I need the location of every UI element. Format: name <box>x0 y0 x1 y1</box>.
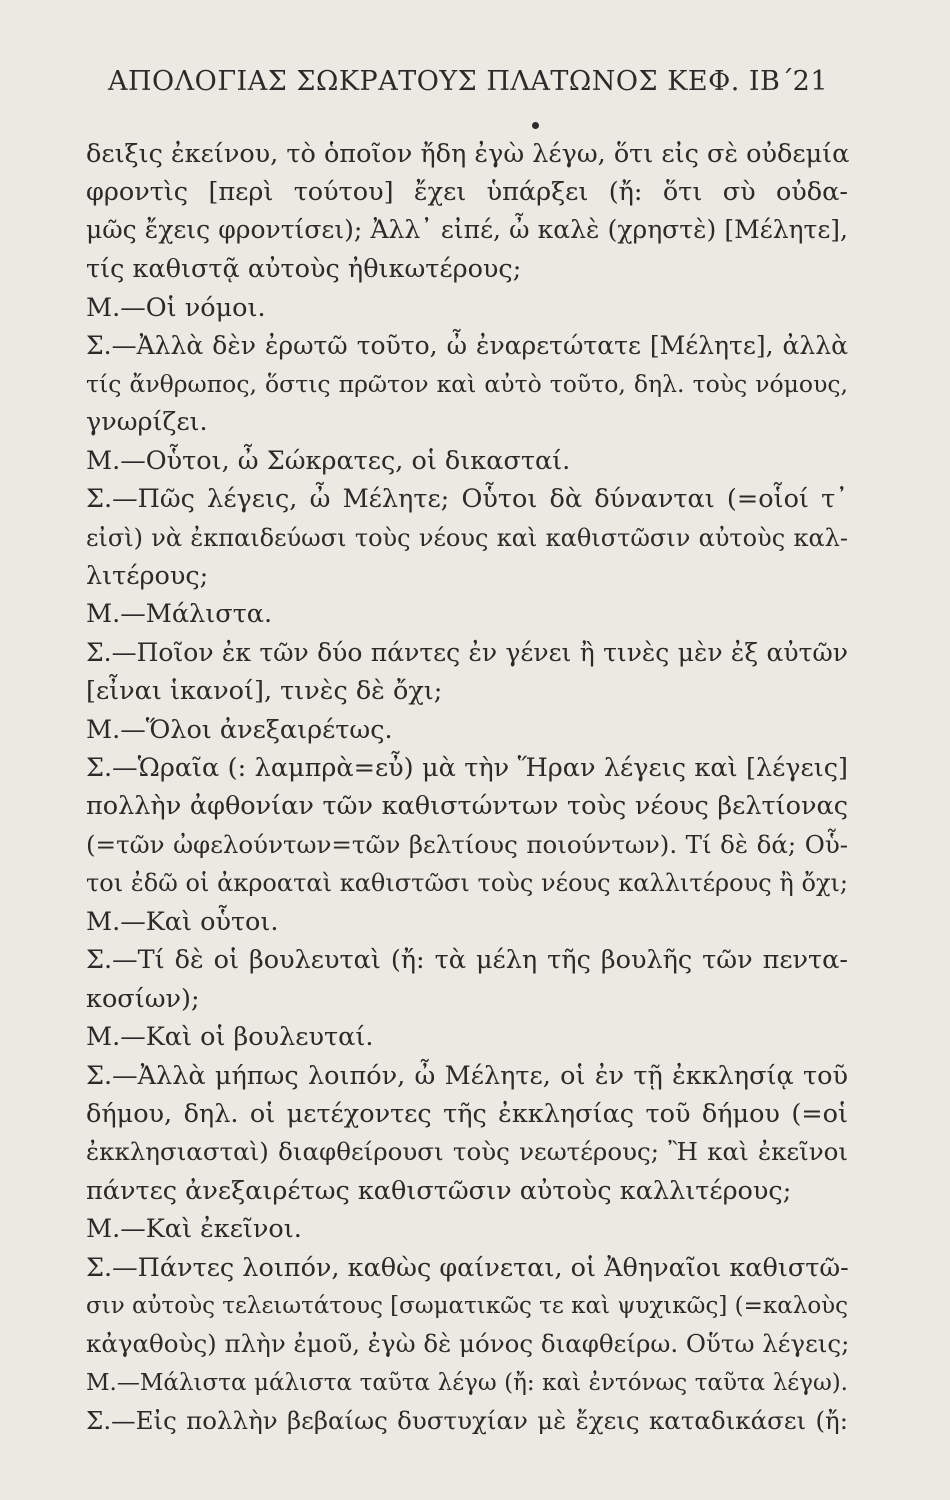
text-line: (=τῶν ὠφελούντων=τῶν βελτίους ποιούντων). Τί δὲ δά; Οὗ- <box>86 830 848 859</box>
text-line: τίς ἄνθρωπος, ὅστις πρῶτον καὶ αὐτὸ τοῦτο, δηλ. τοὺς νόμους, <box>86 370 848 398</box>
text-line: Σ.—Πάντες λοιπόν, καθὼς φαίνεται, οἱ Ἀθηναῖοι καθιστῶ- <box>86 1253 849 1283</box>
text-line: σιν αὐτοὺς τελειωτάτους [σωματικῶς τε καὶ ψυχικῶς] (=καλοὺς <box>86 1293 849 1319</box>
text-line: γνωρίζει. <box>86 407 208 437</box>
header-title: ΑΠΟΛΟΓΙΑΣ ΣΩΚΡΑΤΟΥΣ ΠΛΑΤΩΝΟΣ ΚΕΦ. ΙΒ΄ <box>108 66 795 97</box>
text-line: [εἶναι ἱκανοί], τινὲς δὲ ὄχι; <box>86 676 443 706</box>
text-line: κοσίων); <box>86 984 200 1014</box>
text-line: Μ.—Ὅλοι ἀνεξαιρέτως. <box>86 715 393 745</box>
text-line: πάντες ἀνεξαιρέτως καθιστῶσιν αὐτοὺς καλλιτέρους; <box>86 1176 792 1206</box>
text-line: Μ.—Μάλιστα. <box>86 599 273 629</box>
printer-dot <box>532 122 539 129</box>
text-line: Μ.—Οἱ νόμοι. <box>86 293 266 323</box>
text-line: Σ.—Ὡραῖα (: λαμπρὰ=εὖ) μὰ τὴν Ἥραν λέγεις καὶ [λέγεις] <box>86 753 848 783</box>
text-line: λιτέρους; <box>86 561 209 591</box>
text-line: πολλὴν ἀφθονίαν τῶν καθιστώντων τοὺς νέους βελτίονας <box>86 791 848 821</box>
text-line: Σ.—Εἰς πολλὴν βεβαίως δυστυχίαν μὲ ἔχεις καταδικάσει (ἤ: <box>86 1406 848 1435</box>
text-line: δήμου, δηλ. οἱ μετέχοντες τῆς ἐκκλησίας τοῦ δήμου (=οἱ <box>86 1099 848 1129</box>
text-line: ἐκκλησιασταὶ) διαφθείρουσι τοὺς νεωτέρους; Ἢ καὶ ἐκεῖνοι <box>86 1137 848 1166</box>
text-line: Μ.—Καὶ οὗτοι. <box>86 907 279 937</box>
text-line: φροντὶς [περὶ τούτου] ἔχει ὑπάρξει (ἤ: ὅτι σὺ οὐδα- <box>86 177 848 207</box>
text-line: τίς καθιστᾷ αὐτοὺς ἠθικωτέρους; <box>86 254 522 284</box>
running-header <box>108 66 828 110</box>
text-line: Μ.—Καὶ οἱ βουλευταί. <box>86 1022 374 1052</box>
text-line: Σ.—Πῶς λέγεις, ὦ Μέλητε; Οὗτοι δὰ δύνανται (=οἷοί τ᾽ <box>86 484 848 514</box>
text-line: δειξις ἐκείνου, τὸ ὁποῖον ἤδη ἐγὼ λέγω, ὅτι εἰς σὲ οὐδεμία <box>86 139 850 169</box>
text-line: Μ.—Καὶ ἐκεῖνοι. <box>86 1214 302 1244</box>
text-line: Σ.—Τί δὲ οἱ βουλευταὶ (ἤ: τὰ μέλη τῆς βουλῆς τῶν πεντα- <box>86 945 848 975</box>
text-line: Μ.—Οὗτοι, ὦ Σώκρατες, οἱ δικασταί. <box>86 446 571 476</box>
text-line: τοι ἐδῶ οἱ ἀκροαταὶ καθιστῶσι τοὺς νέους καλλιτέρους ἢ ὄχι; <box>86 869 848 897</box>
text-line: Σ.—Ποῖον ἐκ τῶν δύο πάντες ἐν γένει ἢ τινὲς μὲν ἐξ αὐτῶν <box>86 638 848 667</box>
page-number: 21 <box>792 66 828 97</box>
text-line: Σ.—Ἀλλὰ δὲν ἐρωτῶ τοῦτο, ὦ ἐναρετώτατε [Μέλητε], ἀλλὰ <box>86 331 848 360</box>
text-line: Μ.—Μάλιστα μάλιστα ταῦτα λέγω (ἤ: καὶ ἐντόνως ταῦτα λέγω). <box>86 1370 848 1396</box>
text-line: Σ.—Ἀλλὰ μήπως λοιπόν, ὦ Μέλητε, οἱ ἐν τῇ ἐκκλησίᾳ τοῦ <box>86 1061 848 1091</box>
text-line: μῶς ἔχεις φροντίσει); Ἀλλ᾽ εἰπέ, ὦ καλὲ (χρηστὲ) [Μέλητε], <box>86 215 848 244</box>
text-line: κἀγαθοὺς) πλὴν ἐμοῦ, ἐγὼ δὲ μόνος διαφθείρω. Οὕτω λέγεις; <box>86 1329 850 1358</box>
text-line: εἰσὶ) νὰ ἐκπαιδεύωσι τοὺς νέους καὶ καθιστῶσιν αὐτοὺς καλ- <box>86 524 848 552</box>
